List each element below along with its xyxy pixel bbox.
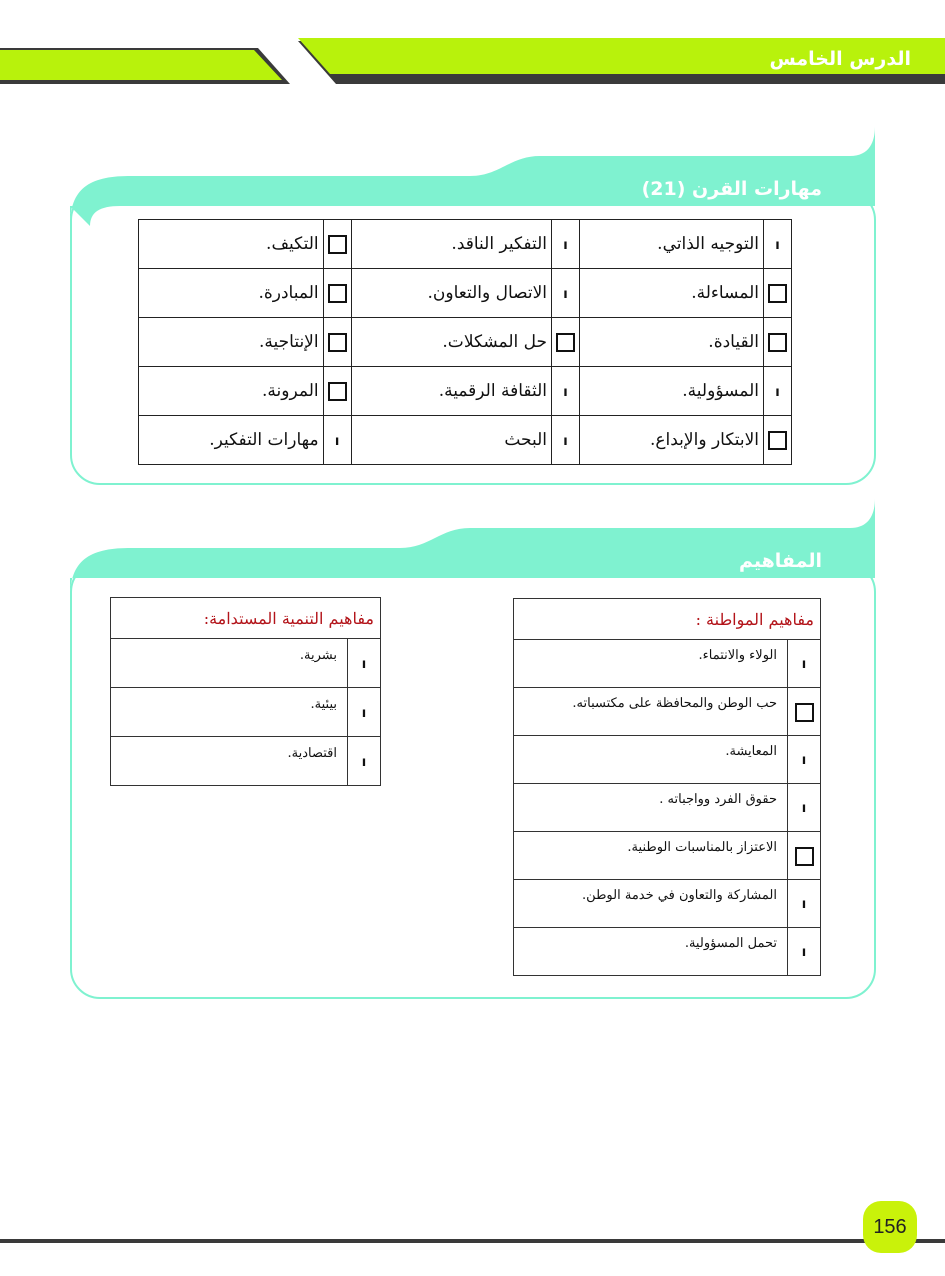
skill-label: التكيف. — [139, 220, 324, 269]
skill-label: المبادرة. — [139, 269, 324, 318]
skill-mark-cell — [323, 269, 351, 318]
concept-mark-cell — [348, 688, 381, 737]
skill-mark-cell — [323, 416, 351, 465]
concepts-title: المفاهيم — [738, 550, 822, 572]
concept-mark-cell — [788, 784, 821, 832]
skill-label: الاتصال والتعاون. — [351, 269, 551, 318]
citizenship-table — [513, 598, 821, 976]
skill-mark-cell — [764, 269, 792, 318]
bar-mark-icon: ı — [563, 237, 568, 253]
skill-label: التوجيه الذاتي. — [580, 220, 764, 269]
concept-item-text: المشاركة والتعاون في خدمة الوطن. — [582, 888, 777, 903]
concept-mark-cell — [348, 639, 381, 688]
footer-line — [0, 1239, 945, 1243]
skill-mark-cell — [323, 220, 351, 269]
skill-mark-cell — [323, 318, 351, 367]
table-row — [514, 784, 821, 832]
skill-mark-cell — [552, 318, 580, 367]
concept-item — [514, 640, 788, 688]
table-header-row — [514, 599, 821, 640]
checkbox-icon — [328, 333, 347, 352]
skills-title: مهارات القرن (21) — [641, 178, 822, 200]
skills-title-tab — [70, 126, 875, 226]
skill-label: التفكير الناقد. — [351, 220, 551, 269]
sustainable-development-table — [110, 597, 381, 786]
concept-item — [514, 784, 788, 832]
concept-item — [514, 880, 788, 928]
bar-mark-icon: ı — [801, 945, 807, 960]
table-row — [139, 269, 792, 318]
skill-mark-cell — [552, 367, 580, 416]
table-row — [514, 736, 821, 784]
bar-mark-icon: ı — [563, 286, 568, 302]
concept-item — [111, 639, 348, 688]
table-row — [514, 640, 821, 688]
concept-mark-cell — [788, 880, 821, 928]
table-row — [111, 688, 381, 737]
concept-item-text: الاعتزاز بالمناسبات الوطنية. — [627, 840, 777, 855]
table-row — [514, 832, 821, 880]
bar-mark-icon: ı — [801, 897, 807, 912]
checkbox-icon — [328, 235, 347, 254]
lesson-title: الدرس الخامس — [769, 48, 911, 70]
checkbox-icon — [768, 284, 787, 303]
concept-mark-cell — [348, 737, 381, 786]
concept-item-text: الولاء والانتماء. — [698, 648, 777, 663]
concept-mark-cell — [788, 928, 821, 976]
table-row — [111, 639, 381, 688]
skill-mark-cell — [764, 367, 792, 416]
skill-label: الثقافة الرقمية. — [351, 367, 551, 416]
checkbox-icon — [328, 382, 347, 401]
skill-mark-cell — [764, 220, 792, 269]
skill-mark-cell — [552, 416, 580, 465]
table-row — [514, 928, 821, 976]
concept-item-text: حب الوطن والمحافظة على مكتسباته. — [572, 696, 777, 711]
table-row — [139, 416, 792, 465]
bar-mark-icon: ı — [775, 384, 780, 400]
skill-label: حل المشكلات. — [351, 318, 551, 367]
bar-mark-icon: ı — [563, 384, 568, 400]
concept-item — [111, 688, 348, 737]
concept-mark-cell — [788, 832, 821, 880]
concept-item — [111, 737, 348, 786]
checkbox-icon — [795, 847, 814, 866]
concept-item-text: اقتصادية. — [287, 745, 337, 761]
skill-mark-cell — [552, 220, 580, 269]
concept-item — [514, 832, 788, 880]
concept-mark-cell — [788, 688, 821, 736]
bar-mark-icon: ı — [361, 705, 367, 721]
bar-mark-icon: ı — [361, 754, 367, 770]
skill-label: الابتكار والإبداع. — [580, 416, 764, 465]
concept-item-text: حقوق الفرد وواجباته . — [659, 792, 777, 807]
bar-mark-icon: ı — [801, 801, 807, 816]
page-number: 156 — [863, 1201, 917, 1253]
skill-mark-cell — [323, 367, 351, 416]
table-header-row — [111, 598, 381, 639]
bar-mark-icon: ı — [334, 433, 340, 449]
bar-mark-icon: ı — [361, 656, 367, 672]
bar-mark-icon: ı — [801, 753, 807, 768]
concept-item-text: تحمل المسؤولية. — [684, 936, 777, 951]
skill-label: المرونة. — [139, 367, 324, 416]
concepts-title-tab — [70, 498, 875, 598]
concept-mark-cell — [788, 640, 821, 688]
concept-item-text: بشرية. — [299, 647, 337, 663]
table-row — [514, 880, 821, 928]
skill-label: المسؤولية. — [580, 367, 764, 416]
checkbox-icon — [795, 703, 814, 722]
skill-mark-cell — [552, 269, 580, 318]
skill-label: القيادة. — [580, 318, 764, 367]
checkbox-icon — [556, 333, 575, 352]
checkbox-icon — [768, 431, 787, 450]
bar-mark-icon: ı — [801, 657, 807, 672]
skill-label: البحث — [351, 416, 551, 465]
concept-item — [514, 928, 788, 976]
skill-label: المساءلة. — [580, 269, 764, 318]
concept-mark-cell — [788, 736, 821, 784]
checkbox-icon — [328, 284, 347, 303]
bar-mark-icon: ı — [563, 433, 568, 449]
skill-label: مهارات التفكير. — [139, 416, 324, 465]
skill-mark-cell — [764, 318, 792, 367]
table-row — [139, 220, 792, 269]
table-row — [139, 318, 792, 367]
checkbox-icon — [768, 333, 787, 352]
table-row — [111, 737, 381, 786]
concept-heading: مفاهيم المواطنة : — [514, 599, 821, 640]
concept-item — [514, 736, 788, 784]
table-row — [139, 367, 792, 416]
skill-mark-cell — [764, 416, 792, 465]
skills-table — [138, 219, 792, 465]
concept-item-text: بيئية. — [310, 696, 337, 712]
concept-item — [514, 688, 788, 736]
table-row — [514, 688, 821, 736]
concept-item-text: المعايشة. — [725, 744, 777, 759]
bar-mark-icon: ı — [775, 237, 780, 253]
concept-heading: مفاهيم التنمية المستدامة: — [111, 598, 381, 639]
skill-label: الإنتاجية. — [139, 318, 324, 367]
